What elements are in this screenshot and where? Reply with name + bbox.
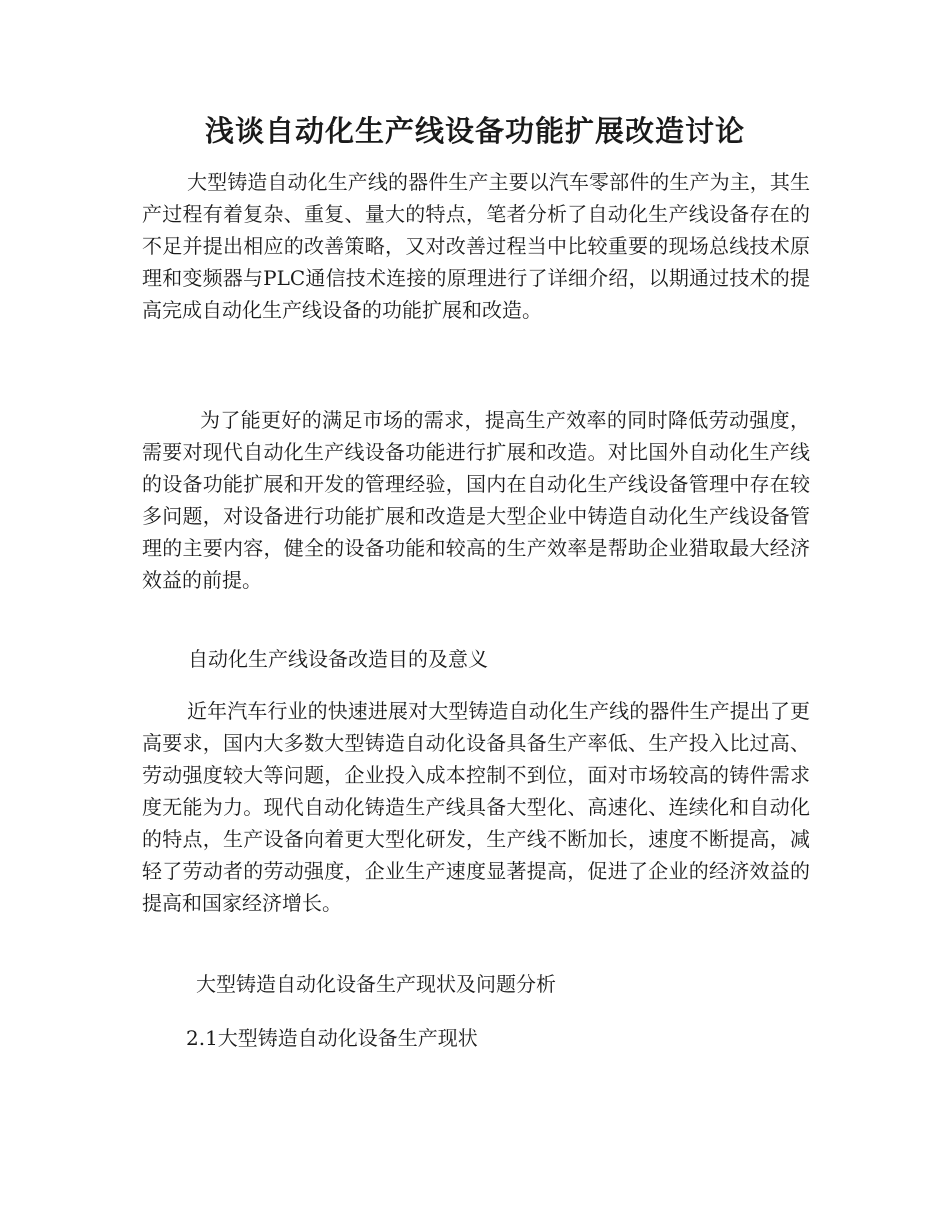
paragraph-introduction: 为了能更好的满足市场的需求，提高生产效率的同时降低劳动强度，需要对现代自动化生产线设备功能进行扩展和改造。对比国外自动化生产线的设备功能扩展和开发的管理经验，国内在自动化生产线设备管理中存在较多问题，对设备进行功能扩展和改造是大型企业中铸造自动化生产线设备管理的主要内容，健全的设备功能和较高的生产效率是帮助企业猎取最大经济效益的前提。 (142, 408, 810, 592)
subsection-heading-2-1: 2.1大型铸造自动化设备生产现状 (186, 1026, 478, 1050)
paragraph-section-1: 近年汽车行业的快速进展对大型铸造自动化生产线的器件生产提出了更高要求，国内大多数大型铸造自动化设备具备生产率低、生产投入比过高、劳动强度较大等问题，企业投入成本控制不到位，面对市场较高的铸件需求度无能为力。现代自动化铸造生产线具备大型化、高速化、连续化和自动化的特点，生产设备向着更大型化研发，生产线不断加长，速度不断提高，减轻了劳动者的劳动强度，企业生产速度显著提高，促进了企业的经济效益的提高和国家经济增长。 (142, 699, 810, 915)
paragraph-abstract: 大型铸造自动化生产线的器件生产主要以汽车零部件的生产为主，其生产过程有着复杂、重复、量大的特点，笔者分析了自动化生产线设备存在的不足并提出相应的改善策略，又对改善过程当中比较重要的现场总线技术原理和变频器与PLC通信技术连接的原理进行了详细介绍，以期通过技术的提高完成自动化生产线设备的功能扩展和改造。 (142, 170, 810, 322)
section-heading-1: 自动化生产线设备改造目的及意义 (188, 647, 488, 671)
document-title: 浅谈自动化生产线设备功能扩展改造讨论 (204, 114, 745, 148)
section-heading-2: 大型铸造自动化设备生产现状及问题分析 (196, 972, 556, 996)
